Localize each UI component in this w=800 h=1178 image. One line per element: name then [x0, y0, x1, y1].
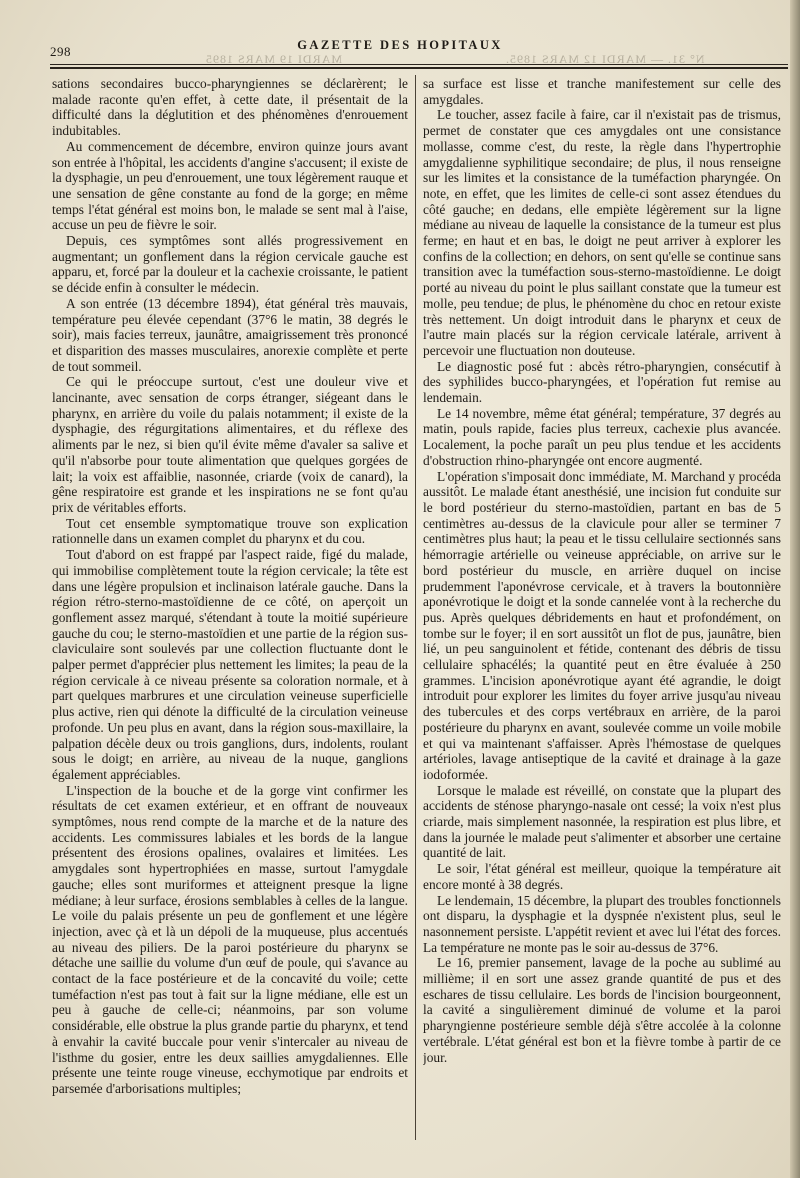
- page-edge: [790, 0, 800, 1178]
- page-number: 298: [50, 44, 71, 59]
- right-column: [423, 76, 781, 1151]
- header-rule-thin: [50, 64, 788, 65]
- paragraph: Au commencement de décembre, environ quinze jours avant son entrée à l'hôpital, les accidents d'angine s'accusent; il existe de la dysphagie, un peu d'enrouement, une toux légèrement rauque et une sensation de gêne constante au fond de la gorge; en même temps l'état général est moins bon, le malade se sent mal à l'aise, accuse un peu de fièvre le soir.: [52, 138, 408, 233]
- paragraph: Le diagnostic posé fut : abcès rétro-pharyngien, consécutif à des syphilides bucco-pharyngées, et l'opération fut remise au lendemain.: [423, 358, 781, 406]
- paragraph: Le 14 novembre, même état général; température, 37 degrés au matin, pouls rapide, facies plus terreux, cachexie plus avancée. Localement, la poche paraît un peu plus tendue et les accidents d'obstruction rhino-pharyngée ont encore augmenté.: [423, 405, 781, 468]
- paragraph: Le 16, premier pansement, lavage de la poche au sublimé au millième; il en sort une assez grande quantité de pus et des eschares de tissu cellulaire. Les bords de l'incision bourgeonnent, la cavité a singulièrement diminué de volume et la paroi pharyngienne postérieure semble déjà s'être accolée à la colonne vertébrale. L'état général est bon et la fièvre tombe à partir de ce jour.: [423, 955, 781, 1065]
- paragraph: L'opération s'imposait donc immédiate, M. Marchand y procéda aussitôt. Le malade étant anesthésié, une incision fut conduite sur le bord postérieur du sterno-mastoïdien, partant en bas de 5 centimètres au-dessus de la clavicule pour aller se terminer 7 centimètres plus haut; la peau et le tissu cellulaire sectionnés sans hémorragie artérielle ou veineuse appréciable, on arrive sur le bord postérieur du muscle, en arrière duquel on incise prudemment l'aponévrose cervicale, et à travers la boutonnière aponévrotique le doigt et la sonde cannelée vont à la recherche du pus. Après quelques débridements en haut et profondément, on tombe sur le foyer; il en sort aussitôt un flot de pus, jaunâtre, bien lié, un peu sanguinolent et fétide, contenant des débris de tissu cellulaire sphacélés; la quantité peut en être évaluée à 250 grammes. L'incision aponévrotique ayant été agrandie, le doigt introduit pour explorer les limites du foyer arrive jusqu'au niveau des tubercules et des corps vertébraux en arrière, de la paroi postérieure du pharynx en avant, soulevée comme un voile mobile et qui va maintenant s'affaisser. Après l'hémostase de quelques artérioles, lavage antiseptique de la cavité et drainage à la gaze iodoformée.: [423, 468, 781, 782]
- left-column: [52, 76, 408, 1151]
- paragraph: Depuis, ces symptômes sont allés progressivement en augmentant; un gonflement dans la région cervicale gauche est apparu, et, forcé par la douleur et la cachexie croissante, le patient se décide enfin à consulter le médecin.: [52, 233, 408, 296]
- journal-title: GAZETTE DES HOPITAUX: [297, 38, 503, 52]
- header-rule-thick: [50, 67, 788, 69]
- paragraph: Le toucher, assez facile à faire, car il n'existait pas de trismus, permet de constater que ces amygdales ont une consistance mollasse, comme c'est, du reste, la règle dans l'hypertrophie amygdalienne syphilitique secondaire; de plus, il nous renseigne sur les limites et la consistance de la tuméfaction pharyngée. On note, en effet, que les limites de celle-ci sont assez étendues du côté gauche; en dedans, elle empiète légèrement sur la ligne médiane au niveau de laquelle la consistance de la tumeur est plus ferme; en haut et en bas, le doigt ne peut arriver à explorer les confins de la collection; en dehors, on sent qu'elle se continue sans transition avec la tuméfaction sous-sterno-mastoïdienne. Le doigt porté au niveau du point le plus saillant constate que la tumeur est molle, peu tendue; de plus, le phénomène du choc en retour existe très nettement. Un doigt introduit dans le pharynx et ceux de l'autre main placés sur la région cervicale latérale, arrivent à percevoir une fluctuation non douteuse.: [423, 107, 781, 358]
- show-through-text-right: N° 31. — MARDI 12 MARS 1895.: [505, 52, 705, 66]
- paragraph: Tout cet ensemble symptomatique trouve son explication rationnelle dans un examen complet du pharynx et du cou.: [52, 515, 408, 547]
- paragraph: Le lendemain, 15 décembre, la plupart des troubles fonctionnels ont disparu, la dysphagie et la dyspnée n'existent plus, seul le nasonnement persiste. L'appétit revient et avec lui l'état des forces. La température ne monte pas le soir au-dessus de 37°6.: [423, 892, 781, 955]
- paragraph: sa surface est lisse et tranche manifestement sur celle des amygdales.: [423, 76, 781, 107]
- paragraph: L'inspection de la bouche et de la gorge vint confirmer les résultats de cet examen extérieur, et en offrant de nouveaux symptômes, nous rend compte de la marche et de la nature des accidents. Les commissures labiales et les bords de la langue présentent des érosions opalines, ovalaires et limitées. Les amygdales sont hypertrophiées en masse, surtout l'amygdale gauche; elles sont muriformes et atteignent presque la ligne médiane; à leur surface, érosions semblables à celles de la langue. Le voile du palais présente un peu de gonflement et une légère injection, avec çà et là un dépoli de la muqueuse, plus accentués au niveau des piliers. De la paroi postérieure du pharynx se détache une saillie du volume d'un œuf de poule, qui s'avance au contact de la face postérieure et de la concavité du voile; cette tuméfaction n'est pas tout à fait sur la ligne médiane, elle est un peu à gauche de celle-ci; néanmoins, par son volume considérable, elle obstrue la plus grande partie du pharynx, et tend à envahir la cavité buccale pour venir s'intercaler au niveau de l'isthme du gosier, entre les deux saillies amygdaliennes. Elle présente une teinte rouge vineuse, ecchymotique par endroits et parsemée d'arborisations multiples;: [52, 782, 408, 1096]
- paragraph: sations secondaires bucco-pharyngiennes se déclarèrent; le malade raconte qu'en effet, à cette date, il présentait de la difficulté dans la déglutition et des phénomènes d'enrouement indubitables.: [52, 76, 408, 139]
- paragraph: A son entrée (13 décembre 1894), état général très mauvais, température peu élevée cependant (37°6 le matin, 38 degrés le soir), mais facies terreux, jaunâtre, amaigrissement très prononcé et disparition des masses musculaires, anorexie complète et perte de tout sommeil.: [52, 295, 408, 374]
- paragraph: Tout d'abord on est frappé par l'aspect raide, figé du malade, qui immobilise complètement toute la région cervicale; la tête est dans une légère propulsion et inclinaison latérale gauche. Dans la région rétro-sterno-mastoïdienne de ce côté, on aperçoit un gonflement assez marqué, s'étendant à toute la moitié supérieure gauche du cou; le sterno-mastoïdien et une partie de la région sus-claviculaire sont soulevés par une collection fluctuante dont le palper permet d'apprécier plus nettement les limites; la peau de la région cervicale à ce niveau présente sa coloration normale, et à part quelques marbrures et une circulation veineuse superficielle plus active, rien qui dénote la difficulté de la circulation veineuse profonde. Un peu plus en avant, dans la région sous-maxillaire, la palpation décèle deux ou trois ganglions, durs, indolents, roulant sous le doigt; en arrière, au niveau de la nuque, ganglions également appréciables.: [52, 547, 408, 782]
- paragraph: Lorsque le malade est réveillé, on constate que la plupart des accidents de sténose pharyngo-nasale ont cessé; la voix n'est plus criarde, mais simplement nasonnée, la respiration est plus libre, et dans la journée le malade peut s'alimenter et absorber une certaine quantité de lait.: [423, 782, 781, 861]
- paragraph: Le soir, l'état général est meilleur, quoique la température ait encore monté à 38 degrés.: [423, 861, 781, 892]
- column-divider: [415, 75, 416, 1140]
- paragraph: Ce qui le préoccupe surtout, c'est une douleur vive et lancinante, avec sensation de corps étranger, siégeant dans le pharynx, en arrière du voile du palais notamment; il existe de la dysphagie, des régurgitations alimentaires, et du réflexe des aliments par le nez, si bien qu'il évite même d'avaler sa salive et qu'il n'absorbe pour toute alimentation que quelques gorgées de lait; la voix est affaiblie, nasonnée, criarde (voix de canard), la gêne respiratoire est grande et les inspirations ne se font qu'au prix de véritables efforts.: [52, 374, 408, 515]
- show-through-text-left: MARDI 19 MARS 1895: [205, 52, 343, 66]
